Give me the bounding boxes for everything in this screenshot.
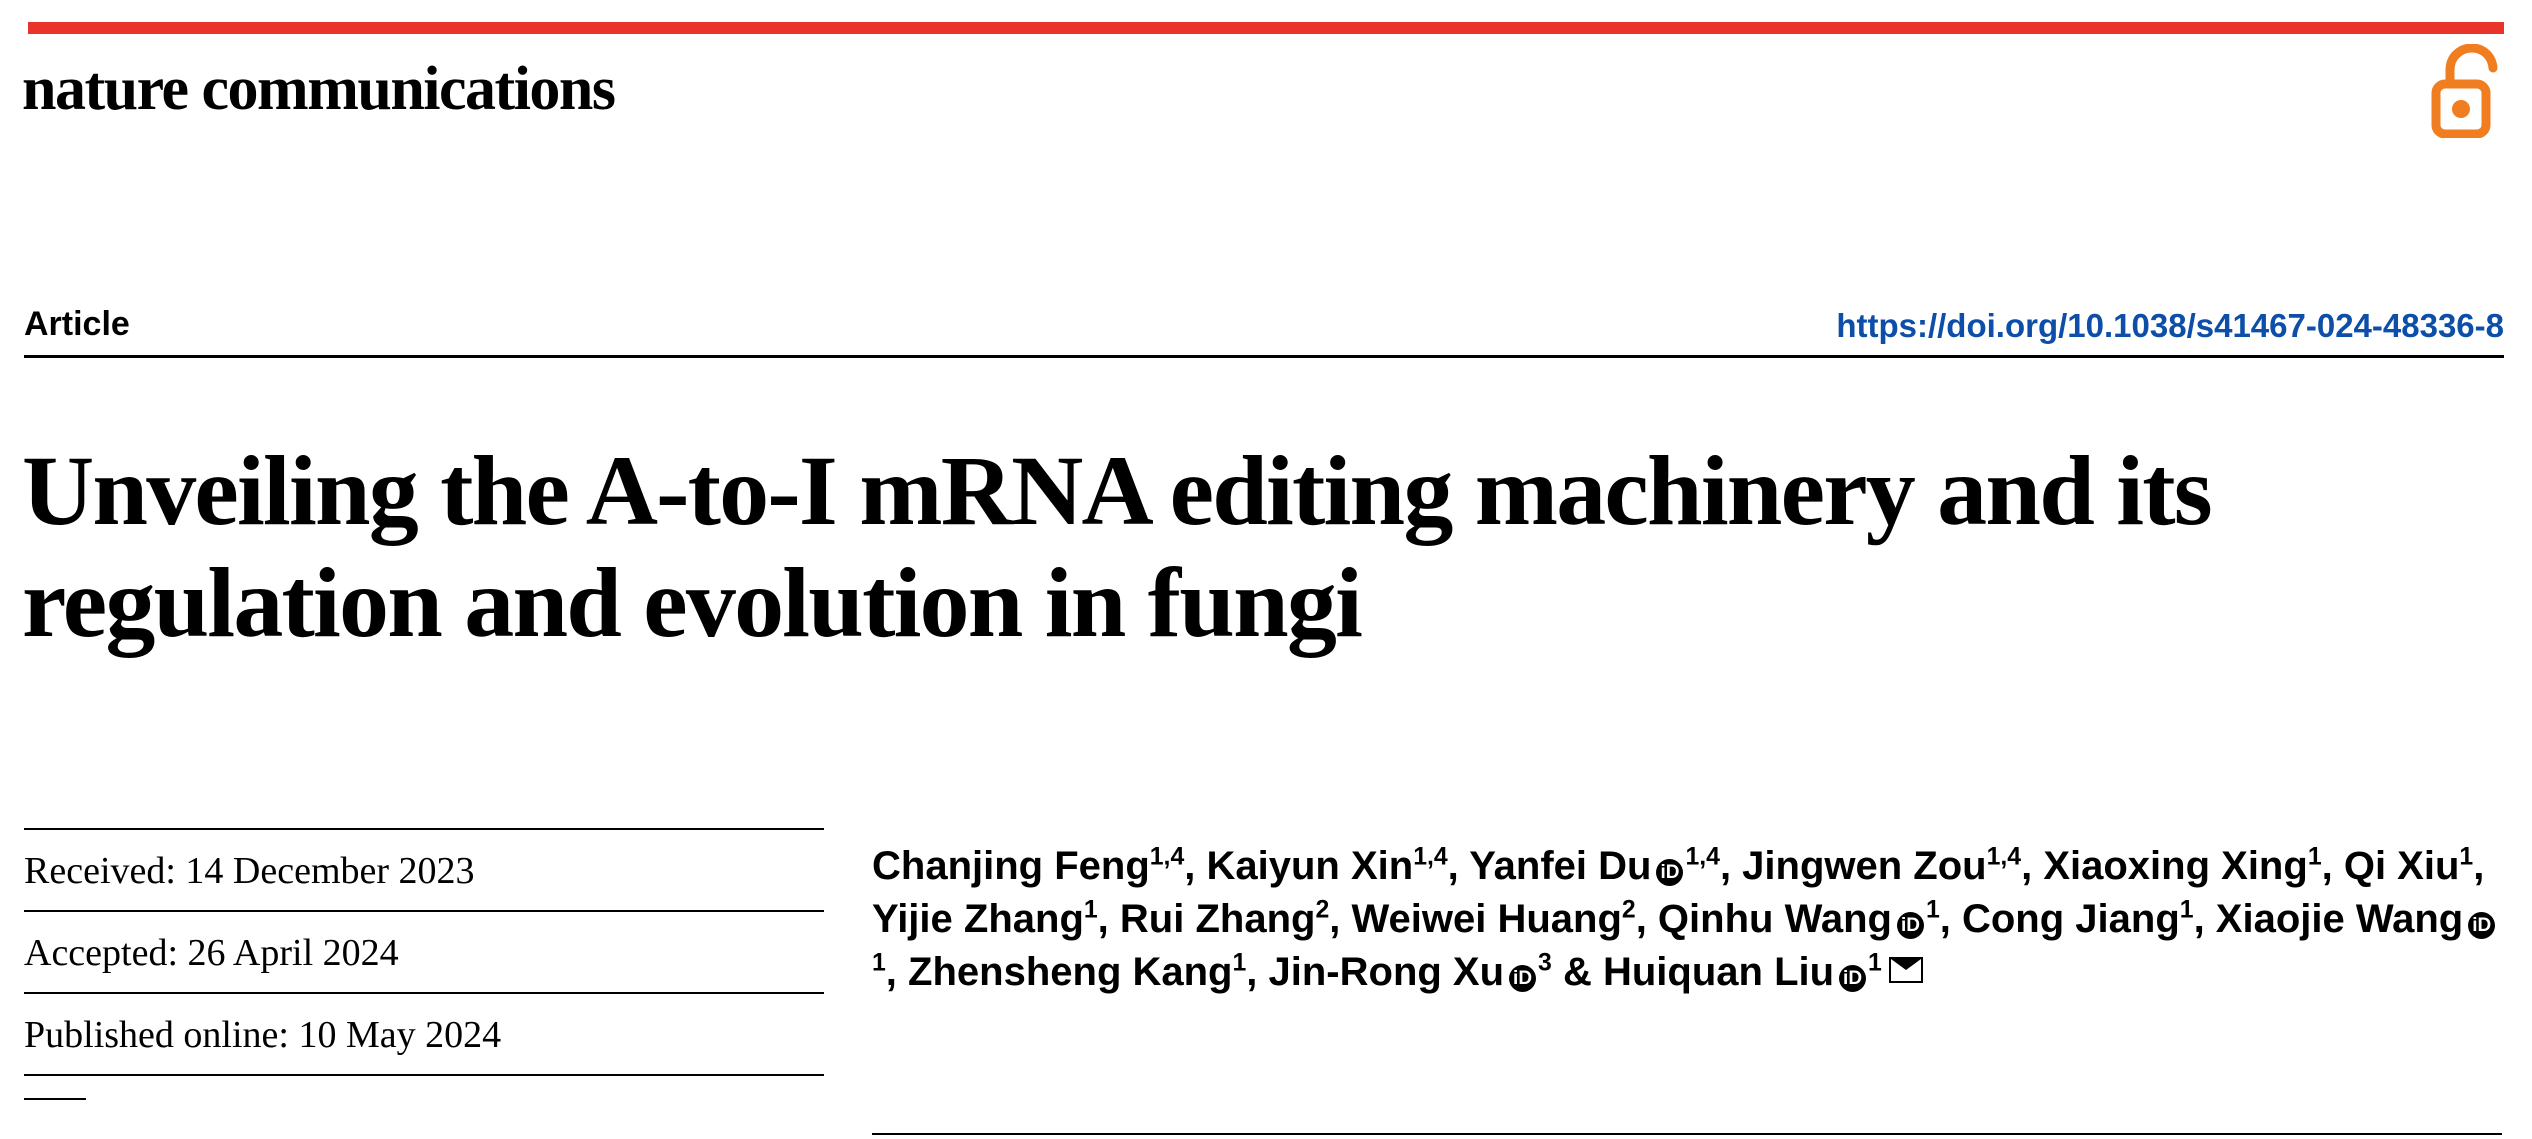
affiliation-marker: 1 (2459, 843, 2474, 871)
accepted-date: Accepted: 26 April 2024 (24, 932, 399, 974)
author-name[interactable]: Weiwei Huang (1351, 896, 1622, 941)
page-title: Unveiling the A-to-I mRNA editing machinery and its regulation and evolution in fungi (22, 435, 2211, 658)
affiliation-marker: 1,4 (1685, 843, 1720, 871)
affiliation-marker: 1 (1868, 949, 1882, 977)
orcid-icon[interactable]: iD (1839, 965, 1866, 992)
affiliation-marker: 1 (2179, 896, 2194, 924)
divider-under-authors (872, 1133, 2502, 1135)
affiliation-marker: 1,4 (1413, 843, 1448, 871)
doi-link[interactable]: https://doi.org/10.1038/s41467-024-48336-8 (1836, 307, 2504, 344)
divider-stub (24, 1098, 86, 1100)
author-name[interactable]: Jingwen Zou (1742, 844, 1987, 888)
author-name[interactable]: Yanfei Du (1469, 844, 1652, 888)
affiliation-marker: 1 (1083, 896, 1098, 924)
affiliation-marker: 3 (1538, 949, 1552, 977)
article-type-label: Article (24, 305, 130, 343)
orcid-icon[interactable]: iD (2468, 912, 2495, 939)
divider (24, 1074, 824, 1076)
author-name[interactable]: Zhensheng Kang (908, 949, 1233, 994)
author-name[interactable]: Qi Xiu (2343, 844, 2460, 888)
divider-under-article-row (24, 355, 2504, 358)
author-name[interactable]: Jin-Rong Xu (1268, 949, 1505, 994)
article-meta-row (24, 305, 2504, 357)
author-name[interactable]: Yijie Zhang (872, 896, 1084, 941)
orcid-icon[interactable]: iD (1897, 912, 1924, 939)
affiliation-marker: 2 (1621, 896, 1636, 924)
brand-rule (28, 22, 2504, 34)
affiliation-marker: 1,4 (1149, 843, 1185, 871)
orcid-icon[interactable]: iD (1509, 965, 1536, 992)
affiliation-marker: 2 (1315, 896, 1330, 924)
author-name[interactable]: Cong Jiang (1961, 896, 2180, 941)
open-access-lock-icon (2430, 44, 2502, 138)
received-date: Received: 14 December 2023 (24, 850, 475, 892)
affiliation-marker: 1 (1232, 949, 1247, 977)
author-name[interactable]: Rui Zhang (1119, 896, 1316, 941)
author-name[interactable]: Kaiyun Xin (1206, 844, 1414, 888)
affiliation-marker: 1 (1925, 896, 1940, 924)
affiliation-marker: 1 (2307, 843, 2322, 871)
affiliation-marker: 1 (872, 949, 886, 977)
published-online-date: Published online: 10 May 2024 (24, 1014, 502, 1056)
affiliation-marker: 1,4 (1986, 843, 2022, 871)
author-name[interactable]: Huiquan Liu (1602, 949, 1835, 994)
journal-masthead: nature communications (22, 55, 615, 123)
author-name[interactable]: Chanjing Feng (872, 844, 1150, 888)
orcid-icon[interactable]: iD (1656, 859, 1683, 886)
author-list: Chanjing Feng$^{1,4}$, Kaiyun Xin$^{1,4}$, Yanfei Du iD$^{1,4}$, Jingwen Zou$^{1,4}$, Xiaoxing Xing$^1$, Qi Xiu$^1$, Yijie Zhang$^1$, Rui Zhang$^2$, Weiwei Huang$^2$, Qinhu Wang $iD^1$, Cong Jiang$^1$, Xiaojie Wang $iD^1$, Zhensheng Kang$^1$, Jin-Rong Xu $iD^3$ & Huiquan Liu $iD^1$ (872, 840, 2502, 998)
author-name[interactable]: Xiaoxing Xing (2043, 844, 2308, 888)
author-name[interactable]: Xiaojie Wang (2215, 896, 2464, 941)
envelope-icon[interactable] (1889, 957, 1923, 983)
publication-history (24, 828, 824, 1100)
author-name[interactable]: Qinhu Wang (1657, 896, 1892, 941)
